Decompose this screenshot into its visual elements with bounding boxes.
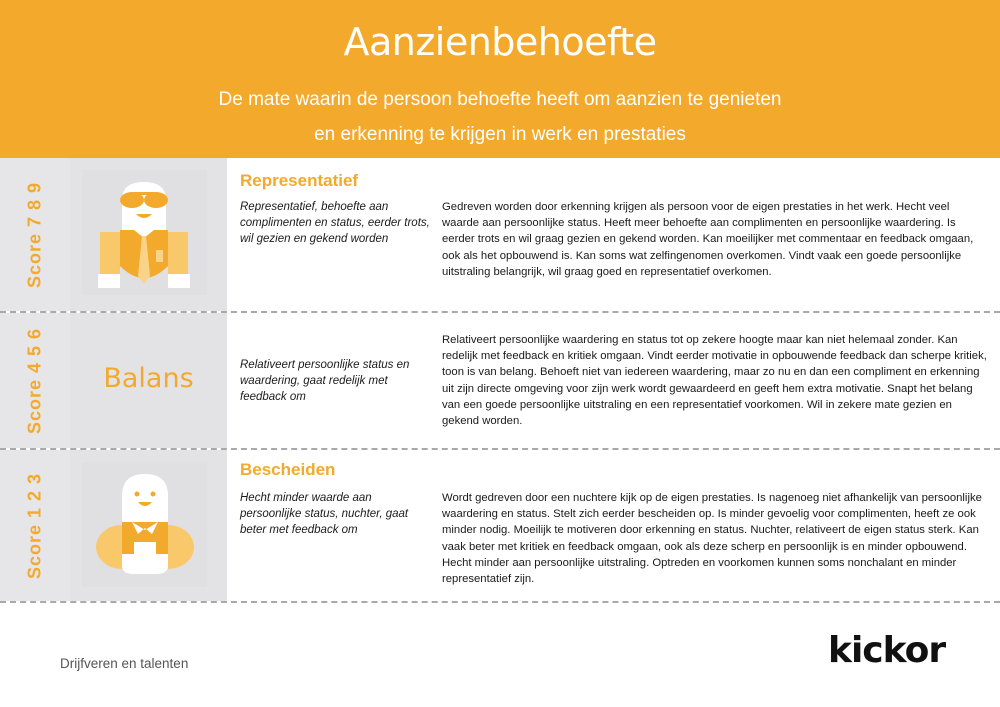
category-title: Representatief	[240, 171, 359, 190]
short-description: Hecht minder waarde aan persoonlijke status, nuchter, gaat beter met feedback om	[240, 492, 409, 536]
score-label: Score 1 2 3	[24, 472, 45, 579]
page-title: Aanzienbehoefte	[343, 20, 657, 64]
page-subtitle-line2: en erkenning te krijgen in werk en prestaties	[314, 124, 686, 145]
dashed-divider	[0, 601, 1000, 603]
score-column	[0, 158, 70, 311]
long-description: Gedreven worden door erkenning krijgen als persoon voor de eigen prestaties in het werk. Hecht veel waarde aan persoonlijke status. Heeft meer behoefte aan complimenten en persoonlijke waardering. Is eerder trots en wil graag gezien en gekend worden. Kan moeilijker met commentaar en feedback omgaan, ook als het opbouwend is. Kan soms wat zelfingenomen overkomen. Vindt vaak een goede persoonlijke uitstraling belangrijk, wil graag goed en representatief overkomen.	[442, 201, 974, 278]
score-label: Score 7 8 9	[24, 181, 45, 288]
score-row-mid	[0, 313, 1000, 448]
bescheiden-character-icon	[82, 462, 207, 587]
short-description: Representatief, behoefte aan complimenten en status, eerder trots, wil gezien en gekend worden	[240, 201, 430, 245]
score-column	[0, 313, 70, 448]
page-header	[0, 0, 1000, 158]
short-description: Relativeert persoonlijke status en waardering, gaat redelijk met feedback om	[240, 359, 410, 403]
kickor-logo: kickor	[828, 630, 946, 671]
footer-text: Drijfveren en talenten	[60, 656, 189, 671]
score-row-high	[0, 158, 1000, 311]
score-row-low	[0, 450, 1000, 601]
score-column	[0, 450, 70, 601]
category-title: Bescheiden	[240, 460, 336, 479]
balans-label: Balans	[103, 363, 194, 394]
long-description: Relativeert persoonlijke waardering en status tot op zekere hoogte maar kan niet helemaal zonder. Kan redelijk met feedback en kritiek omgaan. Vindt eerder motivatie in opbouwende feedback dan scherpe kritiek, toon is van belang. Behoeft niet van iedereen waardering, maar zo nu en dan een compliment en erkenning uit zijn directe omgeving voor zijn werk wordt gewaardeerd en geeft hem extra motivatie. Snapt het belang van een goede persoonlijke uitstraling en een representatief voorkomen. Wil in zekere mate gezien en gekend worden.	[442, 334, 987, 428]
long-description: Wordt gedreven door een nuchtere kijk op de eigen prestaties. Is nagenoeg niet afhankelijk van persoonlijke waardering en status. Stelt zich eerder bescheiden op. Is minder gevoelig voor complimenten, heeft ze ook minder nodig. Moeilijk te motiveren door erkenning en status. Nuchter, relativeert de eigen status sterk. Kan vaak beter met kritiek en feedback omgaan, ook als deze scherp en persoonlijk is en minder opbouwend. Hecht minder aan persoonlijke uitstraling. Optreden en voorkomen kunnen soms nonchalant en minder representatief zijn.	[442, 492, 982, 586]
page-subtitle-line1: De mate waarin de persoon behoefte heeft om aanzien te genieten	[218, 89, 782, 110]
representatief-character-icon	[82, 170, 207, 295]
score-label: Score 4 5 6	[24, 327, 45, 434]
